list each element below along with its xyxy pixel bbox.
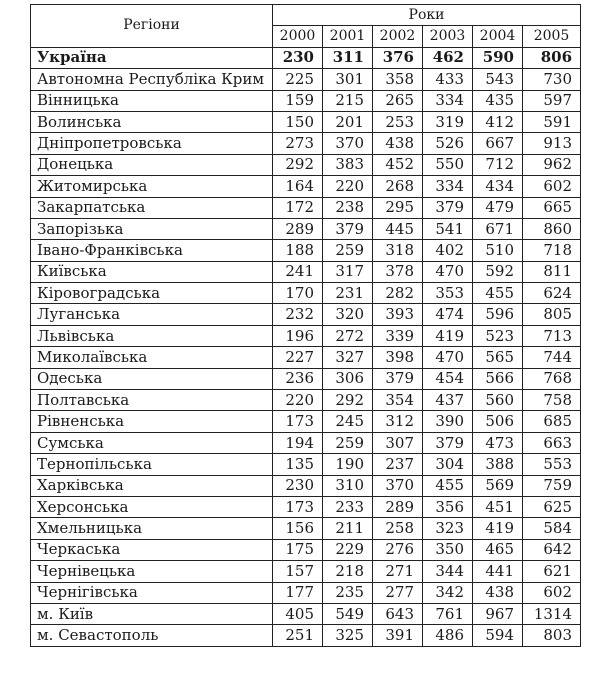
table-row (31, 261, 581, 282)
value-cell: 230 (273, 47, 323, 68)
value-cell: 292 (273, 154, 323, 175)
table-row (31, 368, 581, 389)
value-cell: 220 (323, 176, 373, 197)
value-cell: 624 (523, 283, 581, 304)
value-cell: 170 (273, 283, 323, 304)
region-name-cell: Волинська (31, 111, 273, 132)
value-cell: 506 (473, 411, 523, 432)
value-cell: 805 (523, 304, 581, 325)
value-cell: 550 (423, 154, 473, 175)
value-cell: 454 (423, 368, 473, 389)
value-cell: 596 (473, 304, 523, 325)
value-cell: 164 (273, 176, 323, 197)
value-cell: 379 (373, 368, 423, 389)
region-name-cell: Вінницька (31, 90, 273, 111)
table-row (31, 539, 581, 560)
value-cell: 334 (423, 90, 473, 111)
value-cell: 465 (473, 539, 523, 560)
region-name-cell: Чернігівська (31, 582, 273, 603)
value-cell: 1314 (523, 603, 581, 624)
value-cell: 391 (373, 625, 423, 646)
region-name-cell: Дніпропетровська (31, 133, 273, 154)
table-row (31, 347, 581, 368)
value-cell: 379 (323, 218, 373, 239)
value-cell: 311 (323, 47, 373, 68)
region-name-cell: Львівська (31, 325, 273, 346)
table-row (31, 197, 581, 218)
value-cell: 549 (323, 603, 373, 624)
value-cell: 307 (373, 432, 423, 453)
region-name-cell: Харківська (31, 475, 273, 496)
table-row (31, 625, 581, 646)
value-cell: 295 (373, 197, 423, 218)
value-cell: 317 (323, 261, 373, 282)
region-name-cell: Тернопільська (31, 454, 273, 475)
region-name-cell: Одеська (31, 368, 273, 389)
value-cell: 354 (373, 390, 423, 411)
value-cell: 211 (323, 518, 373, 539)
value-cell: 398 (373, 347, 423, 368)
value-cell: 486 (423, 625, 473, 646)
value-cell: 227 (273, 347, 323, 368)
value-cell: 301 (323, 69, 373, 90)
value-cell: 350 (423, 539, 473, 560)
value-cell: 277 (373, 582, 423, 603)
value-cell: 718 (523, 240, 581, 261)
value-cell: 388 (473, 454, 523, 475)
table-row (31, 47, 581, 68)
value-cell: 201 (323, 111, 373, 132)
table-row (31, 176, 581, 197)
region-name-cell: Закарпатська (31, 197, 273, 218)
value-cell: 238 (323, 197, 373, 218)
regions-header: Регіони (31, 5, 273, 48)
value-cell: 259 (323, 432, 373, 453)
value-cell: 268 (373, 176, 423, 197)
regions-table-container (30, 4, 580, 647)
value-cell: 237 (373, 454, 423, 475)
value-cell: 566 (473, 368, 523, 389)
value-cell: 435 (473, 90, 523, 111)
value-cell: 173 (273, 411, 323, 432)
value-cell: 157 (273, 561, 323, 582)
value-cell: 272 (323, 325, 373, 346)
value-cell: 319 (423, 111, 473, 132)
value-cell: 318 (373, 240, 423, 261)
value-cell: 159 (273, 90, 323, 111)
value-cell: 437 (423, 390, 473, 411)
value-cell: 569 (473, 475, 523, 496)
value-cell: 473 (473, 432, 523, 453)
year-header: 2003 (423, 26, 473, 47)
region-name-cell: Кіровоградська (31, 283, 273, 304)
table-row (31, 390, 581, 411)
value-cell: 172 (273, 197, 323, 218)
value-cell: 526 (423, 133, 473, 154)
value-cell: 541 (423, 218, 473, 239)
value-cell: 523 (473, 325, 523, 346)
year-header: 2001 (323, 26, 373, 47)
value-cell: 713 (523, 325, 581, 346)
value-cell: 390 (423, 411, 473, 432)
value-cell: 325 (323, 625, 373, 646)
value-cell: 289 (373, 496, 423, 517)
value-cell: 282 (373, 283, 423, 304)
value-cell: 479 (473, 197, 523, 218)
value-cell: 356 (423, 496, 473, 517)
table-row (31, 69, 581, 90)
table-row (31, 475, 581, 496)
value-cell: 306 (323, 368, 373, 389)
value-cell: 370 (323, 133, 373, 154)
value-cell: 967 (473, 603, 523, 624)
year-header: 2000 (273, 26, 323, 47)
region-name-cell: м. Севастополь (31, 625, 273, 646)
region-name-cell: м. Київ (31, 603, 273, 624)
value-cell: 339 (373, 325, 423, 346)
value-cell: 560 (473, 390, 523, 411)
table-row (31, 218, 581, 239)
value-cell: 232 (273, 304, 323, 325)
value-cell: 190 (323, 454, 373, 475)
value-cell: 383 (323, 154, 373, 175)
value-cell: 327 (323, 347, 373, 368)
value-cell: 320 (323, 304, 373, 325)
value-cell: 376 (373, 47, 423, 68)
value-cell: 405 (273, 603, 323, 624)
value-cell: 402 (423, 240, 473, 261)
value-cell: 304 (423, 454, 473, 475)
value-cell: 251 (273, 625, 323, 646)
value-cell: 860 (523, 218, 581, 239)
table-row (31, 154, 581, 175)
value-cell: 173 (273, 496, 323, 517)
value-cell: 455 (473, 283, 523, 304)
value-cell: 245 (323, 411, 373, 432)
table-row (31, 411, 581, 432)
value-cell: 758 (523, 390, 581, 411)
value-cell: 663 (523, 432, 581, 453)
region-name-cell: Київська (31, 261, 273, 282)
table-row (31, 496, 581, 517)
value-cell: 438 (473, 582, 523, 603)
value-cell: 642 (523, 539, 581, 560)
value-cell: 962 (523, 154, 581, 175)
value-cell: 565 (473, 347, 523, 368)
value-cell: 452 (373, 154, 423, 175)
regions-table (30, 4, 581, 647)
value-cell: 441 (473, 561, 523, 582)
value-cell: 438 (373, 133, 423, 154)
value-cell: 543 (473, 69, 523, 90)
value-cell: 625 (523, 496, 581, 517)
value-cell: 194 (273, 432, 323, 453)
table-row (31, 454, 581, 475)
region-name-cell: Запорізька (31, 218, 273, 239)
value-cell: 455 (423, 475, 473, 496)
value-cell: 231 (323, 283, 373, 304)
region-name-cell: Полтавська (31, 390, 273, 411)
value-cell: 590 (473, 47, 523, 68)
value-cell: 135 (273, 454, 323, 475)
table-row (31, 133, 581, 154)
region-name-cell: Івано-Франківська (31, 240, 273, 261)
value-cell: 289 (273, 218, 323, 239)
value-cell: 759 (523, 475, 581, 496)
value-cell: 241 (273, 261, 323, 282)
value-cell: 412 (473, 111, 523, 132)
value-cell: 712 (473, 154, 523, 175)
value-cell: 379 (423, 432, 473, 453)
value-cell: 273 (273, 133, 323, 154)
value-cell: 665 (523, 197, 581, 218)
value-cell: 259 (323, 240, 373, 261)
value-cell: 235 (323, 582, 373, 603)
value-cell: 730 (523, 69, 581, 90)
year-header: 2005 (523, 26, 581, 47)
value-cell: 276 (373, 539, 423, 560)
value-cell: 310 (323, 475, 373, 496)
table-row (31, 561, 581, 582)
value-cell: 378 (373, 261, 423, 282)
value-cell: 271 (373, 561, 423, 582)
value-cell: 761 (423, 603, 473, 624)
value-cell: 445 (373, 218, 423, 239)
table-row (31, 90, 581, 111)
table-row (31, 325, 581, 346)
value-cell: 253 (373, 111, 423, 132)
value-cell: 591 (523, 111, 581, 132)
value-cell: 344 (423, 561, 473, 582)
value-cell: 233 (323, 496, 373, 517)
value-cell: 474 (423, 304, 473, 325)
value-cell: 462 (423, 47, 473, 68)
value-cell: 597 (523, 90, 581, 111)
value-cell: 744 (523, 347, 581, 368)
value-cell: 592 (473, 261, 523, 282)
value-cell: 292 (323, 390, 373, 411)
region-name-cell: Автономна Республіка Крим (31, 69, 273, 90)
value-cell: 334 (423, 176, 473, 197)
value-cell: 218 (323, 561, 373, 582)
value-cell: 913 (523, 133, 581, 154)
value-cell: 393 (373, 304, 423, 325)
value-cell: 419 (473, 518, 523, 539)
years-header: Роки (273, 5, 581, 26)
value-cell: 594 (473, 625, 523, 646)
value-cell: 451 (473, 496, 523, 517)
year-header: 2002 (373, 26, 423, 47)
region-name-cell: Чернівецька (31, 561, 273, 582)
region-name-cell: Україна (31, 47, 273, 68)
value-cell: 323 (423, 518, 473, 539)
region-name-cell: Житомирська (31, 176, 273, 197)
table-row (31, 518, 581, 539)
table-row (31, 432, 581, 453)
value-cell: 230 (273, 475, 323, 496)
value-cell: 215 (323, 90, 373, 111)
header-row-top (31, 5, 581, 26)
value-cell: 370 (373, 475, 423, 496)
value-cell: 433 (423, 69, 473, 90)
value-cell: 229 (323, 539, 373, 560)
value-cell: 584 (523, 518, 581, 539)
value-cell: 470 (423, 347, 473, 368)
year-header: 2004 (473, 26, 523, 47)
table-row (31, 304, 581, 325)
table-body (31, 47, 581, 646)
value-cell: 258 (373, 518, 423, 539)
region-name-cell: Хмельницька (31, 518, 273, 539)
value-cell: 643 (373, 603, 423, 624)
region-name-cell: Рівненська (31, 411, 273, 432)
table-row (31, 283, 581, 304)
value-cell: 312 (373, 411, 423, 432)
value-cell: 188 (273, 240, 323, 261)
table-row (31, 582, 581, 603)
value-cell: 236 (273, 368, 323, 389)
value-cell: 768 (523, 368, 581, 389)
value-cell: 177 (273, 582, 323, 603)
region-name-cell: Миколаївська (31, 347, 273, 368)
value-cell: 685 (523, 411, 581, 432)
value-cell: 342 (423, 582, 473, 603)
value-cell: 667 (473, 133, 523, 154)
value-cell: 175 (273, 539, 323, 560)
region-name-cell: Донецька (31, 154, 273, 175)
value-cell: 353 (423, 283, 473, 304)
value-cell: 379 (423, 197, 473, 218)
value-cell: 225 (273, 69, 323, 90)
value-cell: 811 (523, 261, 581, 282)
region-name-cell: Черкаська (31, 539, 273, 560)
region-name-cell: Херсонська (31, 496, 273, 517)
value-cell: 196 (273, 325, 323, 346)
value-cell: 434 (473, 176, 523, 197)
value-cell: 602 (523, 582, 581, 603)
region-name-cell: Сумська (31, 432, 273, 453)
value-cell: 671 (473, 218, 523, 239)
value-cell: 806 (523, 47, 581, 68)
region-name-cell: Луганська (31, 304, 273, 325)
table-row (31, 240, 581, 261)
value-cell: 419 (423, 325, 473, 346)
value-cell: 156 (273, 518, 323, 539)
value-cell: 470 (423, 261, 473, 282)
table-row (31, 111, 581, 132)
table-row (31, 603, 581, 624)
value-cell: 510 (473, 240, 523, 261)
value-cell: 602 (523, 176, 581, 197)
value-cell: 150 (273, 111, 323, 132)
value-cell: 621 (523, 561, 581, 582)
value-cell: 265 (373, 90, 423, 111)
value-cell: 220 (273, 390, 323, 411)
value-cell: 358 (373, 69, 423, 90)
value-cell: 553 (523, 454, 581, 475)
value-cell: 803 (523, 625, 581, 646)
